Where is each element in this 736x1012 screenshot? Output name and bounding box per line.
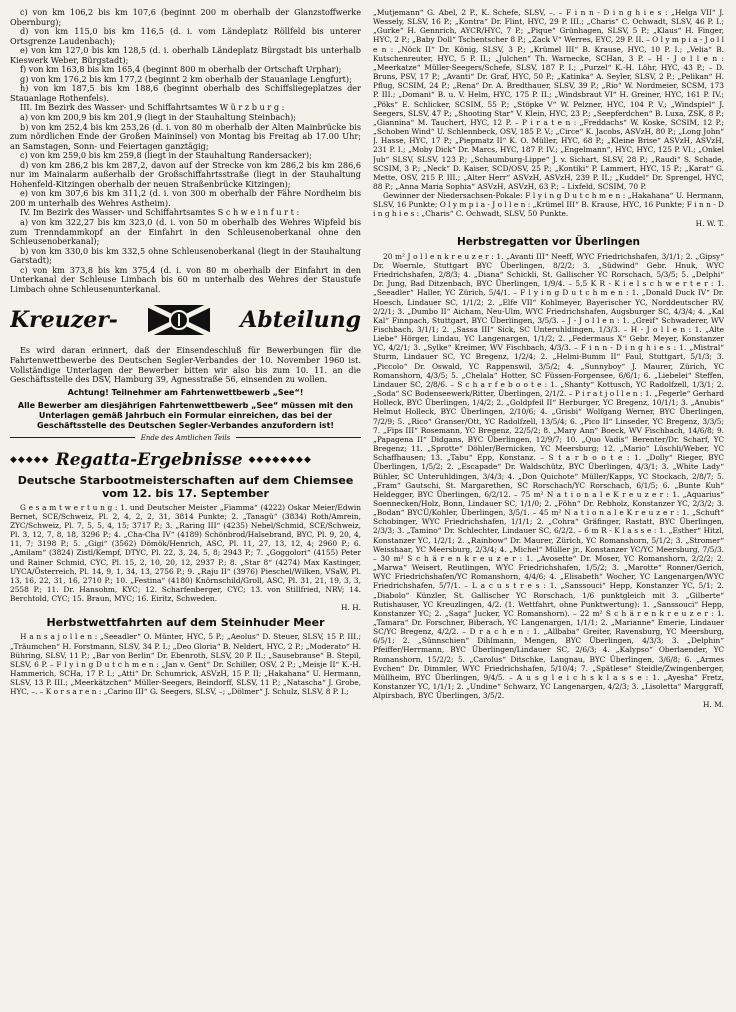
- list-item: g) von km 176,2 bis km 177,2 (beginnt 2 km oberhalb der Stauanlage Lengfurt);: [20, 73, 352, 84]
- list-item: a) von km 322,27 bis km 323,0 (d. i. von 50 m oberhalb des Wehres Wipfeld bis zum Trenndammkopf an der Einfahrt in den Schleusenoberkanal ohne den Schleusenoberkanal);: [10, 217, 361, 247]
- regatta-title: Regatta-Ergebnisse: [55, 449, 243, 470]
- section-heading: III. Im Bezirk des Wasser- und Schiffahrtsamtes W ü r z b u r g :: [20, 102, 285, 113]
- notice-heading: Achtung! Teilnehmer am Fahrtenwettbewerb „See“!: [67, 387, 304, 397]
- list-item: c) von km 106,2 bis km 107,6 (beginnt 200 m oberhalb der Glanzstoffwerke Obernburg);: [10, 8, 361, 27]
- article-body: H a n s a j o l l e n : „Seeadler“ O. Münter, HYC, 5 P.; „Aeolus“ D. Steuer, SLSV, 15 P. III.; „Träumchen“ H. Forstmann, SLSV, 34 P. I.; „Deo Gloria“ B. Neldert, HYC, 2 P.; „Moderato“ H. Bühring, SLSV, 11 P.; „Bar von Berlin“ Dr. Ebenroth, SLSV, 20 P. II.; „Sausebrause“ B. Stepil, SLSV, 6 P. – F l y i n g D u t c h m e n : „Jan v. Gent“ Dr. Schiller, OSV, 2 P.; „Meisje II“ K.-H. Hammerich, SCHa, 17 P. I.; „Atti“ Dr. Schumrick, ASVzH, 15 P. II; „Hakahana“ U. Hermann, SLSV, 13 P. III.; „Meerkätzchen“ Müller-Seegers, Beindorff, SLSV, 11 P.; „Natascha“ J. Grobe, HYC, –. – K o r s a r e n : „Carino III“ G. Seegers, SLSV, –; „Dölmer“ J. Schulz, SLSV, 8 P. I.;: [10, 632, 361, 697]
- section-a-list: [10, 8, 361, 103]
- author-initials: H. W. T.: [695, 218, 724, 228]
- list-item: e) von km 127,0 bis km 128,5 (d. i. oberhalb Ländeplatz Bürgstadt bis unterhalb Kieswerk Weber, Bürgstadt);: [10, 45, 361, 65]
- article-title: Herbstwettfahrten auf dem Steinhuder Meer: [46, 616, 325, 630]
- section-b-list: [10, 113, 361, 294]
- list-item: IV. Im Bezirk des Wasser- und Schiffahrtsamtes S c h w e i n f u r t :: [20, 207, 300, 218]
- list-item: b) von km 330,0 bis km 332,5 ohne Schleusenoberkanal (liegt in der Stauhaltung Garstadt);: [10, 245, 361, 266]
- regatta-header: [10, 450, 361, 470]
- notice-body: Alle Bewerber am diesjährigen Fahrtenwettbewerb „See“ müssen mit den Unterlagen gemäß Jahrbuch ein Formular einreichen, das bei der Geschäftsstelle des Deutschen Segler-Verbandes anzufordern ist!: [17, 400, 354, 430]
- list-item: b) von km 252,4 bis km 253,26 (d. i. von 80 m oberhalb der Alten Mainbrücke bis zum nördlichen Ende der Großen Maininsel) von Montag bis Freitag ab 17.00 Uhr; an Samstagen, Sonn- und Feiertagen ganztägig;: [10, 121, 361, 151]
- article-title: Deutsche Starbootmeisterschaften auf dem Chiemsee vom 12. bis 17. September: [17, 473, 354, 500]
- list-item: e) von km 307,6 bis km 311,2 (d. i. von 300 m oberhalb der Fähre Nordheim bis 200 m unterhalb des Wehres Astheim).: [10, 188, 361, 208]
- banner-word-right: Abteilung: [240, 307, 361, 334]
- article-body: 20 m² J o l l e n k r e u z e r : 1. „Avanti III“ Neeff, WYC Friedrichshafen, 3/1/1; 2. „Gipsy“ Dr. Woernle, Stuttgart BYC Überlingen, 8/2/2; 3. „Südwind“ Gebr. Hnuk, WYC Friedrichshafen, 2/8/3; 4. „Diana“ Schickli, St. Gallischer YC Rorschach, 5/3/5; 5. „Delphi“ Dr. Jung, Bad Ditzenbach, BYC Überlingen, 1/9/4. – 5,5 K R - K i e l s c h w e r t e r : 1. „Seeadler“ Haller, YC Zürich, 5/4/1. – F l y i n g D u t c h m e n : 1. „Donald Duck IV“ Dr. Hoesch, Lindauer SC, 1/1/2; 2. „Elfe VII“ Kohlmeyer, Bayerischer YC, Norddeutscher RV, 2/2/1; 3. „Dumbo II“ Aicham, Neu-Ulm, WYC Friedrichshafen, Augsburger SC, 4/3/4; 4. „Kal Kal“ Finnpach, Stuttgart, BYC Überlingen, 3/5/3. – J - J o l l e n : 1. „Greif“ Schwaderer, WV Fischbach, 3/1/1; 2. „Sassa III“ Sick, SC Unteruhldingen, 1/3/3. – H - J o l l e n : 1. „Alte Liebe“ Hörger, Lindau, YC Langenargen, 1/1/2; 2. „Federmaus X“ Gebr. Meyer, Konstanzer YC, 4/2/1; 3. „Sylke“ Kreimer, WV Fischbach, 4/3/3. – F i n n - D i n g h i e s : 1. „Mistral“ Sturm, Lindauer SC, YC Bregenz, 1/2/4; 2. „Helmi-Bumm II“ Faul, Stuttgart, 5/1/3; 3. „Piccolo“ Dr. Oswald, YC Rappenswil, 3/5/2; 4. „Sunnyboy“ J. Maurer, Zürich, YC Romanshorn, 4/3/5; 5. „Chelala“ Hotter, SC Füssen-Forgensee, 6/6/1; 6. „Liebelei“ Steffen, Lindauer SC, 2/8/6. – S c h a r f e b o o t e : 1. „Shanty“ Kottusch, YC Radolfzell, 1/3/1; 2. „Soda“ SC Bodenseewerk/Ritter, Überlingen, 2/1/2. – P i r a t j o l l e n : 1. „Fegerle“ Gerhard Holleck, BYC Überlingen, 1/4/2; 2. „Goldpfeil II“ Herburger, YC Bregenz, 10/1/1; 3. „Anubis“ Helmut Holleck, BYC Überlingen, 2/10/6; 4. „Grisbi“ Wolfgang Werner, BYC Überlingen, 7/2/9; 5. „Rico“ Granser/Ott, YC Radolfzell, 13/5/4; 6. „Pico II“ Linseder, YC Bregenz, 3/3/5; 7. „Fips III“ Rosemann, YC Bregenz, 22/5/2; 8. „Mary Ann“ Boeck, WV Fischbach, 14/6/8; 9. „Papagena II“ Didgans, BYC Überlingen, 12/9/7; 10. „Quo Vadis“ Berenter/Dr. Scharf, YC Bregenz; 11. „Sprotte“ Döhler/Bernicken, YC Meersburg; 12. „Mario“ Lüschli/Weber, YC Schaffhausen; 13. „Tabu“ Epp, Konstanz. – S t a r b o o t e : 1. „Dolly“ Rieger, BYC Überlingen, 1/5/2; 2. „Escapade“ Dr. Waldschütz, BYC Überlingen, 4/3/1; 3. „White Lady“ Bühler, SC Unteruhldingen, 3/4/3; 4. „Don Quichote“ Müller/Kapps, YC Stockach, 2/8/7; 5. „Fram“ Gautschi, St. Margarethen, SC Rorschach/YC Rorschach, 6/1/5; 6. „Bunte Kuh“ Heldegger, BYC Überlingen, 6/2/12. – 75 m² N a t i o n a l e K r e u z e r : 1. „Aquarius“ Soennecken/Holz, Bonn, Lindauer SC, 1/1/0; 2. „Föhn“ Dr. Rebholz, Konstanzer YC, 2/3/2; 3. „Bodan“ BYCÜ/Kohler, Überlingen, 3/5/1. – 45 m² N a t i o n a l e K r e u z e r : 1. „Schuft“ Schobinger, WYC Friedrichshafen, 1/1/1; 2. „Cohra“ Gräfinger, Rastatt, BYC Überlingen, 2/3/3; 3. „Tamino“ Dr. Schlechter, Lindauer SC, 6/2/2. – 6 m R - K l a s s e : 1. „Esther“ Hitzl, Konstanzer YC, 1/2/1; 2. „Rainbow“ Dr. Maurer, Zürich, YC Romanshorn, 5/1/2; 3. „Stromer“ Weisshaar, YC Meersburg, 2/3/4; 4. „Michel“ Müller jr., Konstanzer YC/YC Meersburg, 7/5/3. – 30 m² S c h ä r e n k r e u z e r : 1. „Avosette“ Dr. Moser, YC Romanshorn, 2/2/2; 2. „Marwa“ Weisert, Reutlingen, WYC Friedrichshafen, 1/5/2; 3. „Marotte“ Ronner/Gerich, WYC Friedrichshafen/YC Romanshorn, 4/4/6; 4. „Elisabeth“ Wocher, YC Langenargen/WYC Friedrichshafen, 5/7/1. – L a c u s t r e s : 1. „Sanssouci“ Hepp, Konstanzer YC, 5/1; 2. „Diabolo“ Künzler, St. Gallischer YC Rorschach, 1/6 punktgleich mit 3. „Gilberte“ Rutishauser, YC Kreuzlingen, 4/2. (1. Wettfahrt, ohne Punktwertung): 1. „Sanssouci“ Hepp, Konstanzer YC; 2. „Saga“ Jucker, YC Romanshorn). – 22 m² S c h ä r e n k r e u z e r : 1. „Tamara“ Dr. Forschner, Biberach, YC Langenargen, 1/1/1; 2. „Marianne“ Emerie, Lindauer SC/YC Bregenz, 4/2/2. – D r a c h e n : 1. „Allbaba“ Greiter, Ravensburg, YC Meersburg, 6/5/1; 2. „Sünnschien“ Dihlmann, Mengen, BYC Überlingen, 4/3/3; 3. „Delphin“ Pfeiffer/Herrmann, BYC Überlingen/Lindauer SC, 2/6/3; 4. „Kalypso“ Oberlaender, YC Romanshorn, 15/2/2; 5. „Carolus“ Ditschke, Langnau, BYC Überlingen, 3/6/8; 6. „Armes Evchen“ Dr. Dimmler, WYC Friedrichshafen, 5/10/4; 7. „Spätlese“ Steidle/Zwingenberger, Müllheim, BYC Überlingen, 9/4/5. – A u s g l e i c h s k l a s s e : 1. „Ayesha“ Fretz, Konstanzer YC, 1/1/1; 2. „Undine“ Schwarz, YC Langenargen, 4/2/3; 3. „Lisoletta“ Marggraff, Alpirsbach, BYC Überlingen, 3/5/2. H. M.: [373, 251, 724, 710]
- list-item: f) von km 163,8 bis km 165,4 (beginnt 800 m oberhalb der Ortschaft Urphar);: [20, 64, 342, 75]
- author-initials: H. H.: [341, 603, 361, 613]
- kreuzer-notice-text: Es wird daran erinnert, daß der Einsendeschluß für Bewerbungen für die Fahrtenwettbewerbe des Deutschen Segler-Verbandes der 10. November 1960 ist. Vollständige Unterlagen der Bewerber bitten wir also bis zum 10. 11. an die Geschäftsstelle des DSV, Hamburg 39, Agnesstraße 56, einsenden zu wollen.: [10, 345, 361, 385]
- kreuzer-abteilung-banner: [10, 300, 361, 340]
- list-item: c) von km 259,0 bis km 259,8 (liegt in der Stauhaltung Randersacker);: [20, 150, 312, 161]
- list-item: d) von km 286,2 bis km 287,2, davon auf der Strecke von km 286,2 bis km 286,6 nur im Mainalarm außerhalb der Großschiffahrtsstraße (liegt in der Stauhaltung Hohenfeld-Kitzingen oberhalb der neuen Straßenbrücke Kitzingen);: [10, 159, 361, 189]
- left-column: [10, 8, 361, 1012]
- list-item: d) von km 115,0 bis km 116,5 (d. i. vom Ländeplatz Röllfeld bis unterer Ortsgrenze Laudenbach);: [10, 26, 361, 46]
- banner-word-left: Kreuzer-: [10, 307, 118, 334]
- end-official-label: Ende des Amtlichen Teils: [140, 433, 231, 442]
- article-body-continued: „Mutjemann“ G. Abel, 2 P., K. Schefe, SLSV, –. – F i n n - D i n g h i e s : „Helga VII“ J. Wessely, SLSV, 16 P.; „Kontra“ Dr. Flint, HYC, 29 P. III.; „Charis“ C. Ochwadt, SLSV, 46 P. I.; „Gurke“ H. Gennrich, AYCR/HYC, 7 P.; „Pique“ Grünhagen, SLSV, 5 P.; „Klaus“ H. Finger, HYC, 2 P.; „Baby Doll“ Tschentscher 8 P.; „Zack V“ Werres, EYC, 29 P. II. – O l y m p i a - J o l l e n : „Nöck II“ Dr. König, SLSV, 3 P.; „Krümel III“ B. Krause, HYC, 10 P. I.; „Velia“ B. Kutschenreuter, HYC, 5 P. II.; „Julchen“ Th. Warnecke, SCHan, 3 P. – H - J o l l e n : „Meerkatze“ Müller-Seegers/Schefe, SLSV, 187 P. I.; „Purzel“ K.-H. Löhr, HYC, 43 P.; – D. Bruns, PSV, 17 P.; „Avanti“ Dr. Graf, HYC, 50 P.; „Katinka“ A. Seyler, SLSV, 2 P.; „Pelikan“ H. Pflug, SCSIM, 24 P.; „Rena“ Dr. A. Bredthauer, SLSV, 39 P.; „Rio“ W. Nordmeier, SCSM, 173 P. III.; „Domani“ B. u. V. Helm, HYC, 175 P. II.; „Windsbraut VI“ H. Greiner, HYC, 161 P. IV.; „Pöks“ E. Schlicker, SCSIM, 55 P.; „Stöpke V“ W. Pelzner, HYC, 104 P. V.; „Windspiel“ J. Seegers, SLSV, 47 P.; „Shooting Star“ V. Klein, HYC, 23 P.; „Seepferdchen“ B. Luxa, ZSK, 8 P.; „Giannina“ M. Tauchert, HYC, 12 P. – P i r a t e n : „Freddachs“ W. Koske, SCSIM, 12 P.; „Schoben Wind“ U. Schlennbeck, OSV, 185 P. V.; „Circe“ K. Jacobs, ASVzH, 80 P.; „Long John“ J. Hasse, HYC, 17 P.; „Piepmatz II“ K. O. Müller, HYC, 68 P.; „Kleine Brise“ ASVzH, ASVzH, 231 P. I.; „Moby Dick“ Dr. Marcs, HYC, 187 P. IV.; „Engelmann“, HYC, HYC, 125 P. VI.; „Onkel Jub“ SLSV, SLSV, 123 P.; „Schaumburg-Lippe“ J. v. Sichart, SLSV, 28 P.; „Raudi“ S. Schade, SCSIM, 3 P.; „Neck“ D. Kaiser, SCD/OSV, 25 P.; „Kontiki“ P. Lammert, HYC, 15 P.; „Karat“ G. Mette, OSV, 215 P. III.; „Alter Herr“ ASVzH, ASVzH, 239 P. II.; „Kuddel“ Dr. Sprengel, HYC, 88 P.; „Anna Maria Sophia“ ASVzH, ASVzH, 63 P.; – Lixfeld, SCSIM, 70 P.: [373, 8, 724, 191]
- list-item: h) von km 187,5 bis km 188,6 (beginnt oberhalb des Schiffsliegeplatzes der Stauanlage Rothenfels).: [10, 83, 361, 103]
- list-item: c) von km 373,8 bis km 375,4 (d. i. von 80 m oberhalb der Einfahrt in den Unterkanal der Schleuse Limbach bis 60 m unterhalb des Wehres der Staustufe Limbach ohne Schleusenunterkanal.: [10, 264, 361, 294]
- right-column: [373, 8, 724, 1012]
- list-item: a) von km 200,9 bis km 201,9 (liegt in der Stauhaltung Steinbach);: [20, 112, 296, 123]
- winners-paragraph: Gewinner der Niedersachsen-Pokale: F l y i n g D u t c h m e n : „Hakahana“ U. Hermann, SLSV, 16 Punkte; O l y m p i a - J o l l e n : „Krümel III“ B. Krause, HYC, 16 Punkte; F i n n - D i n g h i e s : „Charis“ C. Ochwadt, SLSV, 50 Punkte. H. W. T.: [373, 191, 724, 228]
- dots-icon: ◆◆◆◆◆◆◆◆: [248, 454, 312, 465]
- club-flag-icon: [147, 302, 211, 338]
- dots-icon: ◆◆◆◆◆: [10, 454, 50, 465]
- article-title: Herbstregatten vor Überlingen: [456, 235, 641, 248]
- article-body: G e s a m t w e r t u n g : 1. und Deutscher Meister „Fiamma“ (4222) Oskar Meier/Edwin Bernet, SCE/Schweiz, Pl. 2, 4, 2, 2, 31, 3814 Punkte; 2. „Tanagü“ (3834) Roth/Amrein, ZYC/Schweiz, Pl. 7, 5, 5, 4, 15; 3717 P.; 3. „Raring III“ (4235) Nebel/Schmid, SCE/Schweiz, Pl. 3, 12, 7, 8, 18, 3296 P.; 4. „Cha-Cha IV“ (4189) Schönbrod/Halsebrand, BYC, Pl. 9, 20, 4, 11, 7; 3198 P.; 5. „Gigi“ (3562) Dömök/Henrich, ASC, Pl. 11, 27, 13, 12, 4; 2960 P.; 6. „Amilam“ (3824) Zistl/Kempf, DTYC, Pl. 22, 3, 24, 5, 8; 2943 P.; 7. „Goggolori“ (4155) Peter und Rainer Schmid, CYC, Pl. 15, 2, 10, 20, 12, 2937 P.; 8. „Star 8“ (4274) Max Kastinger, UYCA/Österreich, Pl. 14, 9, 1, 34, 13, 2756 P.; 9. „Raju II“ (3976) Pieschel/Wilken, VSaW, Pl. 13, 16, 22, 31, 16, 2710 P.; 10. „Festina“ (4180) Knörnschild/Groll, ASC, Pl. 31, 21, 19, 3, 3, 2558 P.; 11. Dr. Hansohm, KYC; 12. Scharfenberger, CYC; 13. von Stillfried, NRV; 14. Berchtold, CYC; 15. Braun, MYC; 16. Eiritz, Schweden. H. H.: [10, 502, 361, 613]
- end-official-divider: [10, 434, 361, 442]
- author-initials: H. M.: [702, 700, 724, 710]
- columns: [10, 8, 726, 1012]
